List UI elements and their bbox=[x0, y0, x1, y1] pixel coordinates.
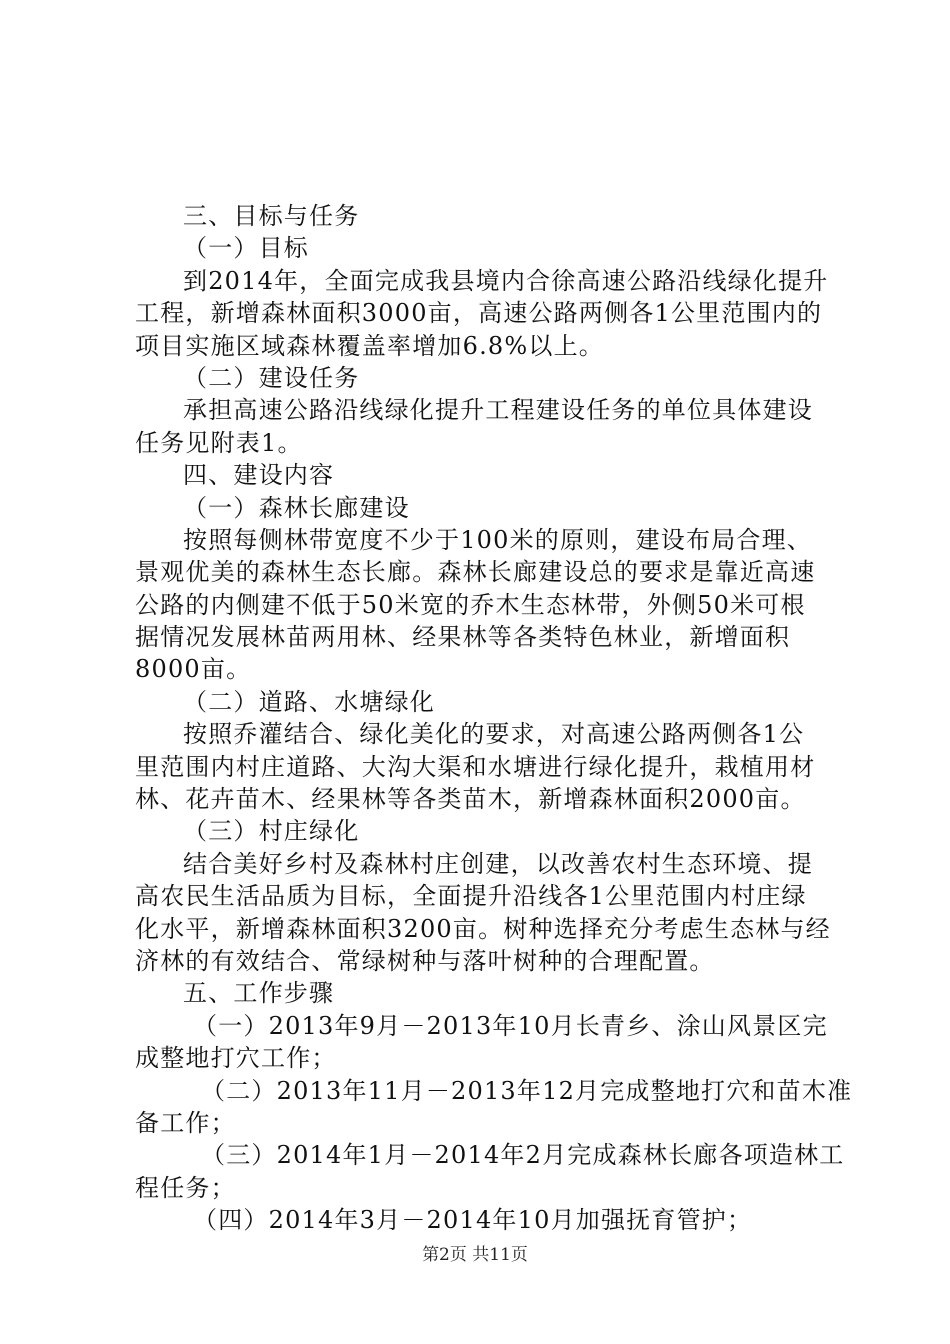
step-item-2: （二）2013年11月－2013年12月完成整地打穴和苗木准 bbox=[201, 1076, 853, 1105]
text-line: 按照每侧林带宽度不少于100米的原则，建设布局合理、 bbox=[183, 525, 813, 554]
subheading-village-greening: （三）村庄绿化 bbox=[183, 817, 360, 846]
text-line: 项目实施区域森林覆盖率增加6.8%以上。 bbox=[135, 331, 604, 360]
text-line: 任务见附表1。 bbox=[135, 428, 303, 457]
page-footer: 第2页 共11页 bbox=[422, 1245, 528, 1265]
step-item-3: （三）2014年1月－2014年2月完成森林长廊各项造林工 bbox=[201, 1141, 845, 1170]
subheading-goal: （一）目标 bbox=[183, 234, 309, 263]
text-line: 工程，新增森林面积3000亩，高速公路两侧各1公里范围内的 bbox=[135, 299, 823, 328]
step-item-1: （一）2013年9月－2013年10月长青乡、涂山风景区完 bbox=[193, 1011, 828, 1040]
text-line: 济林的有效结合、常绿树种与落叶树种的合理配置。 bbox=[135, 946, 715, 975]
subheading-forest-corridor: （一）森林长廊建设 bbox=[183, 493, 410, 522]
subheading-roads-ponds: （二）道路、水塘绿化 bbox=[183, 687, 435, 716]
text-line: 备工作； bbox=[135, 1108, 236, 1137]
text-line: 景观优美的森林生态长廊。森林长廊建设总的要求是靠近高速 bbox=[135, 558, 816, 587]
text-line: 8000亩。 bbox=[135, 655, 252, 684]
text-line: 林、花卉苗木、经果林等各类苗木，新增森林面积2000亩。 bbox=[135, 785, 806, 814]
subheading-construction-tasks: （二）建设任务 bbox=[183, 363, 360, 392]
text-line: 公路的内侧建不低于50米宽的乔木生态林带，外侧50米可根 bbox=[135, 590, 806, 619]
text-line: 结合美好乡村及森林村庄创建，以改善农村生态环境、提 bbox=[183, 849, 813, 878]
step-item-4: （四）2014年3月－2014年10月加强抚育管护； bbox=[193, 1206, 753, 1235]
text-line: 里范围内村庄道路、大沟大渠和水塘进行绿化提升，栽植用材 bbox=[135, 752, 816, 781]
text-line: 到2014年，全面完成我县境内合徐高速公路沿线绿化提升 bbox=[183, 266, 829, 295]
text-line: 高农民生活品质为目标，全面提升沿线各1公里范围内村庄绿 bbox=[135, 882, 807, 911]
section-heading-5: 五、工作步骤 bbox=[183, 979, 335, 1008]
text-line: 据情况发展林苗两用林、经果林等各类特色林业，新增面积 bbox=[135, 623, 791, 652]
text-line: 承担高速公路沿线绿化提升工程建设任务的单位具体建设 bbox=[183, 396, 813, 425]
section-heading-3: 三、目标与任务 bbox=[183, 202, 360, 230]
text-line: 化水平，新增森林面积3200亩。树种选择充分考虑生态林与经 bbox=[135, 914, 831, 943]
document-body bbox=[135, 200, 853, 1237]
text-line: 成整地打穴工作； bbox=[135, 1044, 337, 1073]
section-heading-4: 四、建设内容 bbox=[183, 461, 335, 490]
text-line: 程任务； bbox=[135, 1173, 236, 1202]
text-line: 按照乔灌结合、绿化美化的要求，对高速公路两侧各1公 bbox=[183, 720, 805, 749]
